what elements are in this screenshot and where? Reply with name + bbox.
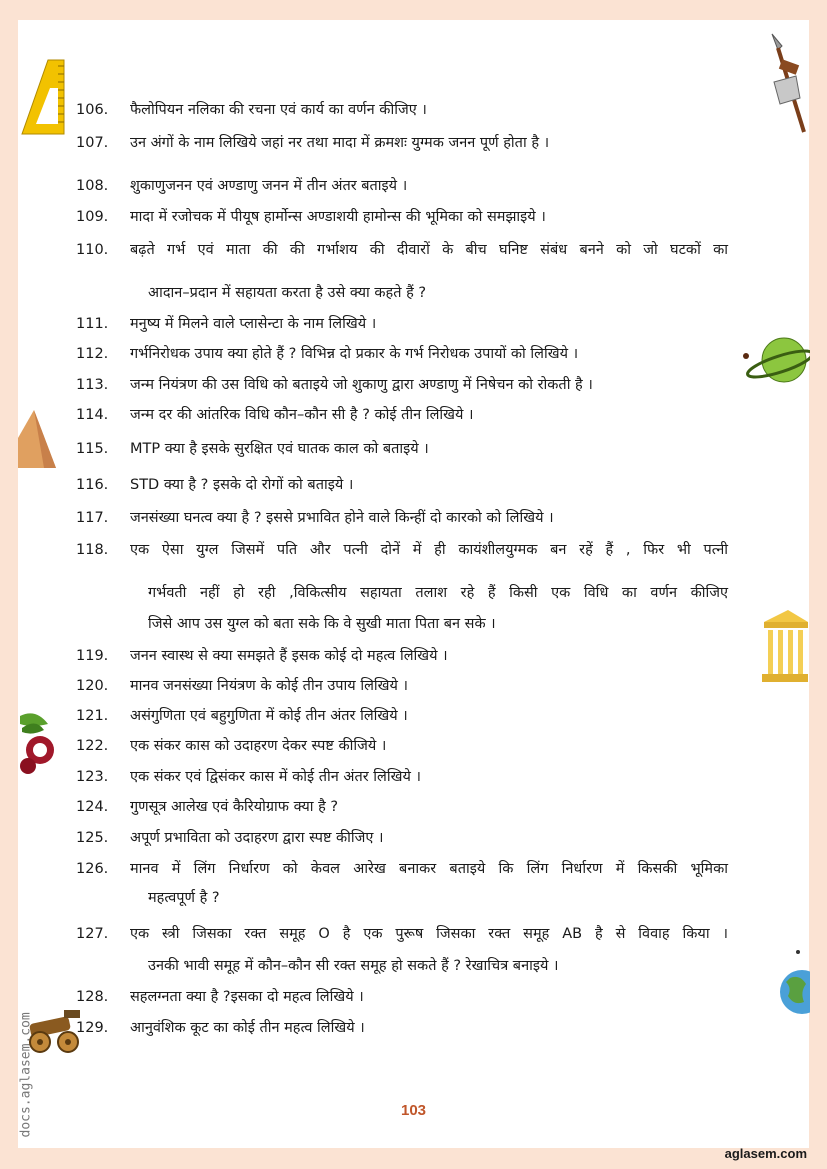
question-continuation: जिसे आप उस युग्ल को बता सके कि वे सुखी माता पिता बन सके ।: [148, 616, 496, 632]
question-text: STD क्या है ? इसके दो रोगों को बताइये ।: [130, 477, 354, 493]
question-number: 120.: [76, 678, 109, 694]
planet-icon: [738, 334, 810, 390]
question-number: 129.: [76, 1020, 109, 1036]
question-text: जन्म दर की आंतरिक विधि कौन–कौन सी है ? कोई तीन लिखिये ।: [130, 407, 474, 423]
question-text: MTP क्या है इसके सुरक्षित एवं घातक काल को बताइये ।: [130, 441, 429, 457]
fruit-icon: [18, 706, 60, 778]
question-number: 113.: [76, 377, 109, 393]
question-number: 107.: [76, 135, 109, 151]
question-text: मनुष्य में मिलने वाले प्लासेन्टा के नाम लिखिये ।: [130, 316, 377, 332]
question-number: 111.: [76, 316, 109, 332]
question-text: गुणसूत्र आलेख एवं कैरियोग्राफ क्या है ?: [130, 799, 339, 815]
question-continuation: गर्भवती नहीं हो रही ,विकित्सीय सहायता तलाश रहे हैं किसी एक विधि का वर्णन कीजिए: [148, 585, 728, 601]
question-number: 123.: [76, 769, 109, 785]
question-text: शुकाणुजनन एवं अण्डाणु जनन में तीन अंतर बताइये ।: [130, 178, 408, 194]
question-text: एक संकर एवं द्विसंकर कास में कोई तीन अंतर लिखिये ।: [130, 769, 421, 785]
page-number: 103: [400, 1102, 427, 1119]
question-number: 110.: [76, 242, 109, 258]
question-text: एक स्त्री जिसका रक्त समूह O है एक पुरूष जिसका रक्त समूह AB है से विवाह किया ।: [130, 926, 728, 942]
watermark-text: docs.aglasem.com: [18, 1012, 34, 1138]
question-text: उन अंगों के नाम लिखिये जहां नर तथा मादा में क्रमशः युग्मक जनन पूर्ण होता है ।: [130, 135, 550, 151]
question-number: 114.: [76, 407, 109, 423]
question-text: आनुवंशिक कूट का कोई तीन महत्व लिखिये ।: [130, 1020, 365, 1036]
question-number: 106.: [76, 102, 109, 118]
spear-icon: [766, 32, 812, 136]
question-number: 116.: [76, 477, 109, 493]
question-number: 109.: [76, 209, 109, 225]
temple-icon: [760, 608, 808, 684]
question-text: बढ़ते गर्भ एवं माता की की गर्भाशय की दीवारों के बीच घनिष्ट संबंध बनने को जो घटकों का: [130, 242, 728, 258]
question-number: 115.: [76, 441, 109, 457]
question-text: मानव जनसंख्या नियंत्रण के कोई तीन उपाय लिखिये ।: [130, 678, 409, 694]
question-continuation: महत्वपूर्ण है ?: [148, 890, 220, 906]
ruler-icon: [18, 58, 68, 138]
question-text: अपूर्ण प्रभाविता को उदाहरण द्वारा स्पष्ट कीजिए ।: [130, 830, 384, 846]
question-text: एक संकर कास को उदाहरण देकर स्पष्ट कीजिये ।: [130, 738, 387, 754]
question-number: 108.: [76, 178, 109, 194]
question-number: 121.: [76, 708, 109, 724]
globe-icon: [776, 948, 810, 1018]
question-text: असंगुणिता एवं बहुगुणिता में कोई तीन अंतर लिखिये ।: [130, 708, 408, 724]
question-text: जनसंख्या घनत्व क्या है ? इससे प्रभावित होने वाले किन्हीं दो कारको को लिखिये ।: [130, 510, 554, 526]
question-number: 126.: [76, 861, 109, 877]
pyramid-icon: [18, 408, 58, 470]
brand-link[interactable]: aglasem.com: [724, 1146, 807, 1161]
question-number: 122.: [76, 738, 109, 754]
question-number: 125.: [76, 830, 109, 846]
question-text: मादा में रजोचक में पीयूष हार्मोन्स अण्डाशयी हामोन्स की भूमिका को समझाइये ।: [130, 209, 546, 225]
question-number: 128.: [76, 989, 109, 1005]
question-number: 117.: [76, 510, 109, 526]
question-number: 127.: [76, 926, 109, 942]
question-text: गर्भनिरोधक उपाय क्या होते हैं ? विभिन्न दो प्रकार के गर्भ निरोधक उपायों को लिखिये ।: [130, 346, 579, 362]
question-text: मानव में लिंग निर्धारण को केवल आरेख बनाकर बताइये कि लिंग निर्धारण में किसकी भूमिका: [130, 861, 728, 877]
question-continuation: उनकी भावी समूह में कौन–कौन सी रक्त समूह हो सकते हैं ? रेखाचित्र बनाइये ।: [148, 958, 559, 974]
question-text: जन्म नियंत्रण की उस विधि को बताइये जो शुकाणु द्वारा अण्डाणु में निषेचन को रोकती है ।: [130, 377, 593, 393]
question-number: 118.: [76, 542, 109, 558]
question-text: सहलग्नता क्या है ?इसका दो महत्व लिखिये ।: [130, 989, 364, 1005]
question-text: एक ऐसा युग्ल जिसमें पति और पत्नी दोनें में ही कायंशीलयुग्मक बन रहें हैं , फिर भी पत्नी: [130, 542, 728, 558]
question-text: फैलोपियन नलिका की रचना एवं कार्य का वर्णन कीजिए ।: [130, 102, 427, 118]
question-continuation: आदान–प्रदान में सहायता करता है उसे क्या कहते हैं ?: [148, 285, 427, 301]
question-text: जनन स्वास्थ से क्या समझते हैं इसक कोई दो महत्व लिखिये ।: [130, 648, 448, 664]
question-number: 124.: [76, 799, 109, 815]
question-number: 112.: [76, 346, 109, 362]
question-number: 119.: [76, 648, 109, 664]
